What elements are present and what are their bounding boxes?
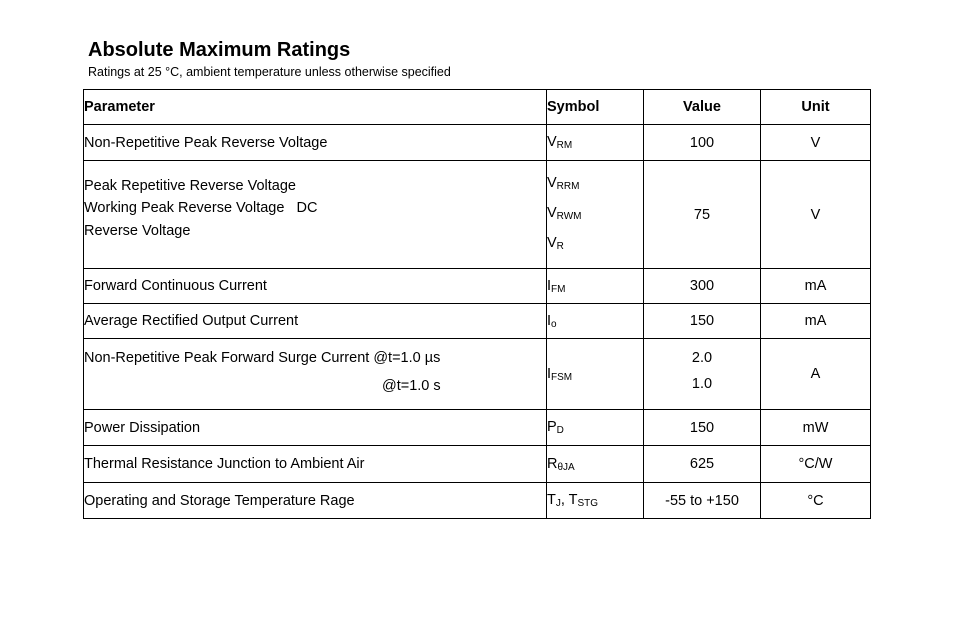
symbol-cell xyxy=(547,269,644,304)
symbol-cell xyxy=(547,161,644,269)
parameter-text: Operating and Storage Temperature Rage xyxy=(84,492,355,509)
value-cell: 300 xyxy=(644,269,761,304)
table-row xyxy=(84,410,871,446)
table-row xyxy=(84,269,871,304)
value-cell: 625 xyxy=(644,446,761,483)
symbol-sub: θJA xyxy=(557,461,575,473)
parameter-cell xyxy=(84,161,547,269)
value-cell: 150 xyxy=(644,304,761,339)
symbol-cell xyxy=(547,339,644,410)
unit-cell: A xyxy=(761,339,871,410)
unit-cell: °C/W xyxy=(761,446,871,483)
parameter-text: Average Rectified Output Current xyxy=(84,313,299,329)
symbol-sub: STG xyxy=(577,498,599,509)
value-cell: 100 xyxy=(644,125,761,161)
symbol-main: V xyxy=(547,234,557,251)
symbol-line xyxy=(547,170,643,200)
table-row xyxy=(84,161,871,269)
value-cell: 75 xyxy=(644,161,761,269)
value-cell: -55 to +150 xyxy=(644,483,761,519)
symbol-main: I xyxy=(547,365,552,382)
parameter-text: Power Dissipation xyxy=(84,419,201,436)
header-parameter: Parameter xyxy=(84,90,547,125)
symbol-sub: RRM xyxy=(556,180,580,192)
symbol-cell xyxy=(547,446,644,483)
unit-cell: °C xyxy=(761,483,871,519)
symbol-cell xyxy=(547,483,644,519)
parameter-text: Working Peak Reverse Voltage DC xyxy=(84,200,318,217)
symbol-sub: D xyxy=(556,425,564,436)
value-cell: 150 xyxy=(644,410,761,446)
page-title: Absolute Maximum Ratings xyxy=(88,39,351,61)
symbol-cell xyxy=(547,410,644,446)
unit-cell: mW xyxy=(761,410,871,446)
symbol-sub: RWM xyxy=(556,210,582,222)
symbol-main: T xyxy=(547,492,556,508)
parameter-cell xyxy=(84,410,547,446)
symbol-sub: J xyxy=(555,498,561,509)
symbol-line xyxy=(547,200,643,230)
header-unit: Unit xyxy=(761,90,871,125)
table-row xyxy=(84,304,871,339)
parameter-text: Peak Repetitive Reverse Voltage xyxy=(84,177,296,194)
parameter-text: Non-Repetitive Peak Reverse Voltage xyxy=(84,134,328,151)
symbol-sub: RM xyxy=(556,140,573,151)
value-cell xyxy=(644,339,761,410)
ratings-table xyxy=(83,89,871,519)
unit-cell: V xyxy=(761,125,871,161)
value-text: 1.0 xyxy=(691,376,713,392)
symbol-sub: FSM xyxy=(551,371,573,383)
symbol-cell xyxy=(547,125,644,161)
table-row xyxy=(84,446,871,483)
unit-cell: V xyxy=(761,161,871,269)
parameter-text: Reverse Voltage xyxy=(84,222,191,239)
symbol-main: T xyxy=(568,492,578,508)
table-row xyxy=(84,339,871,410)
symbol-separator: , xyxy=(560,492,569,508)
unit-cell: mA xyxy=(761,304,871,339)
parameter-cell xyxy=(84,304,547,339)
symbol-main: R xyxy=(547,455,558,472)
page-subtitle: Ratings at 25 °C, ambient temperature unless otherwise specified xyxy=(88,65,451,79)
symbol-line xyxy=(547,230,643,260)
symbol-main: I xyxy=(547,312,552,329)
symbol-sub: FM xyxy=(551,283,566,295)
symbol-main: V xyxy=(547,204,557,221)
symbol-sub: o xyxy=(551,318,557,330)
symbol-cell xyxy=(547,304,644,339)
parameter-text: Forward Continuous Current xyxy=(84,278,267,294)
parameter-text: Thermal Resistance Junction to Ambient Air xyxy=(84,456,365,472)
unit-cell: mA xyxy=(761,269,871,304)
parameter-cell xyxy=(84,483,547,519)
symbol-main: V xyxy=(547,134,557,150)
symbol-main: P xyxy=(547,419,557,435)
header-row xyxy=(84,90,871,125)
value-text: 2.0 xyxy=(691,350,713,366)
parameter-cell xyxy=(84,269,547,304)
parameter-text: Non-Repetitive Peak Forward Surge Current @t=1.0 µs xyxy=(84,350,441,366)
parameter-text: @t=1.0 s xyxy=(382,378,441,394)
symbol-sub: R xyxy=(556,240,564,252)
parameter-cell xyxy=(84,339,547,410)
symbol-main: I xyxy=(547,277,552,294)
table-row xyxy=(84,125,871,161)
header-value: Value xyxy=(644,90,761,125)
header-symbol: Symbol xyxy=(547,90,644,125)
symbol-main: V xyxy=(547,174,557,191)
parameter-cell xyxy=(84,125,547,161)
parameter-cell xyxy=(84,446,547,483)
table-row xyxy=(84,483,871,519)
